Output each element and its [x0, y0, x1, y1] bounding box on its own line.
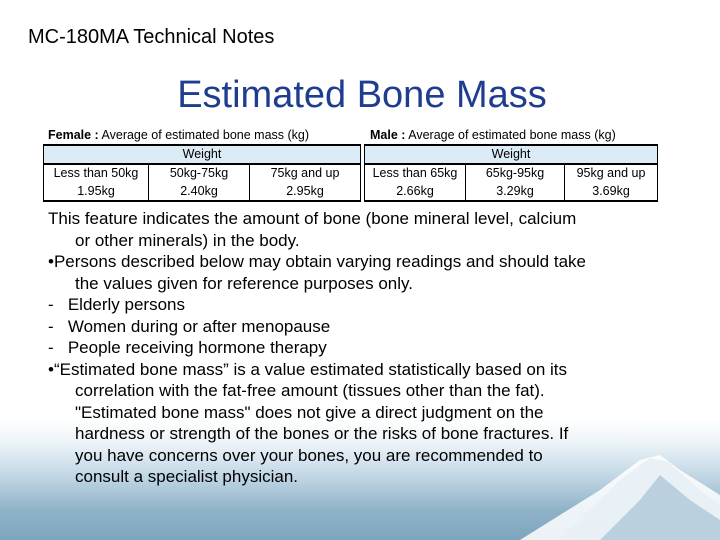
body-text [48, 208, 698, 488]
male-table-caption [370, 128, 616, 142]
male-value-1: 2.66kg [365, 182, 466, 201]
body-line: consult a specialist physician. [75, 467, 299, 486]
female-bone-mass-table [43, 144, 361, 202]
female-value-3: 2.95kg [250, 182, 361, 201]
female-value-1: 1.95kg [44, 182, 149, 201]
slide-title: Estimated Bone Mass [177, 74, 547, 116]
male-col-1: Less than 65kg [365, 164, 466, 182]
female-col-2: 50kg-75kg [149, 164, 250, 182]
female-label: Female : [48, 128, 99, 142]
male-col-3: 95kg and up [565, 164, 658, 182]
body-line: you have concerns over your bones, you are recommended to [75, 445, 543, 465]
dash-item-menopause: - Women during or after menopause [48, 316, 331, 336]
male-caption-text: Average of estimated bone mass (kg) [405, 128, 616, 142]
female-col-1: Less than 50kg [44, 164, 149, 182]
male-value-3: 3.69kg [565, 182, 658, 201]
female-col-3: 75kg and up [250, 164, 361, 182]
dash-item-elderly: - Elderly persons [48, 295, 185, 314]
body-line: the values given for reference purposes only. [75, 273, 413, 293]
female-weight-header: Weight [44, 145, 361, 164]
body-line: correlation with the fat-free amount (tissues other than the fat). [75, 381, 545, 400]
female-table-caption [48, 128, 309, 142]
bullet-line: •Persons described below may obtain varying readings and should take [48, 252, 586, 271]
body-line: or other minerals) in the body. [75, 230, 300, 250]
male-value-2: 3.29kg [466, 182, 565, 201]
male-col-2: 65kg-95kg [466, 164, 565, 182]
male-bone-mass-table [364, 144, 658, 202]
dash-item-hormone: - People receiving hormone therapy [48, 338, 327, 357]
bullet-line: •“Estimated bone mass” is a value estimated statistically based on its [48, 359, 568, 379]
male-weight-header: Weight [365, 145, 658, 164]
male-label: Male : [370, 128, 406, 142]
body-line: This feature indicates the amount of bone (bone mineral level, calcium [48, 209, 577, 228]
female-caption-text: Average of estimated bone mass (kg) [98, 128, 310, 142]
body-line: hardness or strength of the bones or the risks of bone fractures. If [75, 424, 569, 443]
female-value-2: 2.40kg [149, 182, 250, 201]
body-line: "Estimated bone mass" does not give a direct judgment on the [75, 402, 544, 422]
document-header-title: MC-180MA Technical Notes [28, 26, 275, 48]
